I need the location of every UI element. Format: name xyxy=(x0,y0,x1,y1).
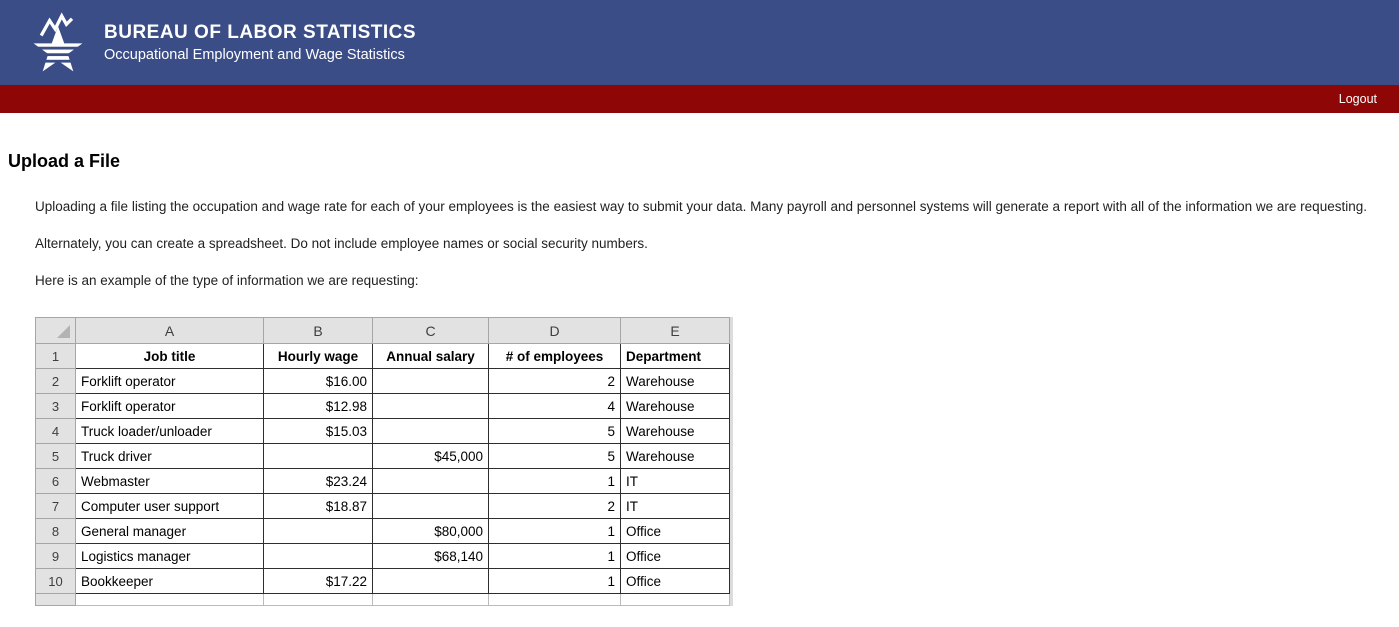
cell-job-title: Forklift operator xyxy=(76,369,264,394)
column-letters-row xyxy=(36,318,730,344)
cell-hourly-wage: $17.22 xyxy=(264,569,373,594)
table-row-clipped xyxy=(36,594,730,606)
cell-department: Warehouse xyxy=(621,419,730,444)
column-letter-b: B xyxy=(264,318,373,344)
row-number xyxy=(36,594,76,606)
row-number: 5 xyxy=(36,444,76,469)
cell-hourly-wage xyxy=(264,544,373,569)
header-hourly-wage: Hourly wage xyxy=(264,344,373,369)
cell-hourly-wage xyxy=(264,444,373,469)
cell-department: IT xyxy=(621,469,730,494)
row-number: 2 xyxy=(36,369,76,394)
cell-department: Office xyxy=(621,519,730,544)
cell-job-title: Truck loader/unloader xyxy=(76,419,264,444)
table-row xyxy=(36,544,730,569)
column-letter-e: E xyxy=(621,318,730,344)
row-number: 3 xyxy=(36,394,76,419)
cell-hourly-wage: $12.98 xyxy=(264,394,373,419)
row-number: 7 xyxy=(36,494,76,519)
header-num-employees: # of employees xyxy=(489,344,621,369)
cell-job-title: Truck driver xyxy=(76,444,264,469)
intro-paragraphs xyxy=(35,198,1383,289)
row-number: 6 xyxy=(36,469,76,494)
cell-annual-salary xyxy=(373,369,489,394)
cell-department: Warehouse xyxy=(621,369,730,394)
table-row xyxy=(36,569,730,594)
site-title: BUREAU OF LABOR STATISTICS xyxy=(104,22,417,43)
paragraph-upload-info: Uploading a file listing the occupation and wage rate for each of your employees is the easiest way to submit your data. Many payroll and personnel systems will generate a report with all of the information we are requesting. xyxy=(35,199,1367,214)
top-navbar xyxy=(0,85,1399,113)
cell-num-employees: 5 xyxy=(489,444,621,469)
header-department: Department xyxy=(621,344,730,369)
page-title: Upload a File xyxy=(8,151,121,171)
row-number: 1 xyxy=(36,344,76,369)
cell-job-title: Forklift operator xyxy=(76,394,264,419)
cell-hourly-wage: $15.03 xyxy=(264,419,373,444)
paragraph-example-intro: Here is an example of the type of information we are requesting: xyxy=(35,273,419,288)
cell-num-employees: 1 xyxy=(489,544,621,569)
column-letter-c: C xyxy=(373,318,489,344)
cell-hourly-wage: $23.24 xyxy=(264,469,373,494)
cell-annual-salary xyxy=(373,569,489,594)
cell-annual-salary xyxy=(373,494,489,519)
page-content xyxy=(0,113,1399,611)
cell-num-employees: 2 xyxy=(489,494,621,519)
table-row xyxy=(36,519,730,544)
cell-job-title: General manager xyxy=(76,519,264,544)
empty-cell xyxy=(373,594,489,606)
spreadsheet-table xyxy=(35,317,730,606)
row-number: 8 xyxy=(36,519,76,544)
header-annual-salary: Annual salary xyxy=(373,344,489,369)
cell-job-title: Computer user support xyxy=(76,494,264,519)
cell-department: Office xyxy=(621,569,730,594)
site-subtitle: Occupational Employment and Wage Statistics xyxy=(104,47,405,63)
cell-department: Office xyxy=(621,544,730,569)
cell-num-employees: 5 xyxy=(489,419,621,444)
select-all-triangle-icon xyxy=(36,318,76,344)
cell-department: Warehouse xyxy=(621,394,730,419)
logout-link[interactable]: Logout xyxy=(1338,92,1377,106)
table-row xyxy=(36,494,730,519)
cell-department: Warehouse xyxy=(621,444,730,469)
cell-num-employees: 4 xyxy=(489,394,621,419)
cell-num-employees: 1 xyxy=(489,569,621,594)
cell-annual-salary: $45,000 xyxy=(373,444,489,469)
table-row xyxy=(36,469,730,494)
header-job-title: Job title xyxy=(76,344,264,369)
cell-num-employees: 1 xyxy=(489,519,621,544)
header-row xyxy=(36,344,730,369)
cell-job-title: Bookkeeper xyxy=(76,569,264,594)
empty-cell xyxy=(621,594,730,606)
cell-hourly-wage: $18.87 xyxy=(264,494,373,519)
cell-job-title: Webmaster xyxy=(76,469,264,494)
cell-job-title: Logistics manager xyxy=(76,544,264,569)
row-number: 4 xyxy=(36,419,76,444)
table-row xyxy=(36,394,730,419)
example-spreadsheet xyxy=(35,317,733,606)
empty-cell xyxy=(76,594,264,606)
column-letter-d: D xyxy=(489,318,621,344)
cell-annual-salary xyxy=(373,394,489,419)
cell-annual-salary xyxy=(373,469,489,494)
table-row xyxy=(36,419,730,444)
table-row xyxy=(36,369,730,394)
cell-annual-salary: $68,140 xyxy=(373,544,489,569)
paragraph-alternate-info: Alternately, you can create a spreadsheet. Do not include employee names or social security numbers. xyxy=(35,236,648,251)
cell-num-employees: 1 xyxy=(489,469,621,494)
cell-annual-salary xyxy=(373,419,489,444)
row-number: 9 xyxy=(36,544,76,569)
cell-hourly-wage xyxy=(264,519,373,544)
cell-num-employees: 2 xyxy=(489,369,621,394)
column-letter-a: A xyxy=(76,318,264,344)
cell-annual-salary: $80,000 xyxy=(373,519,489,544)
empty-cell xyxy=(264,594,373,606)
cell-hourly-wage: $16.00 xyxy=(264,369,373,394)
row-number: 10 xyxy=(36,569,76,594)
cell-department: IT xyxy=(621,494,730,519)
bls-masthead xyxy=(0,0,1399,85)
table-row xyxy=(36,444,730,469)
bls-star-logo-icon xyxy=(30,11,86,75)
empty-cell xyxy=(489,594,621,606)
